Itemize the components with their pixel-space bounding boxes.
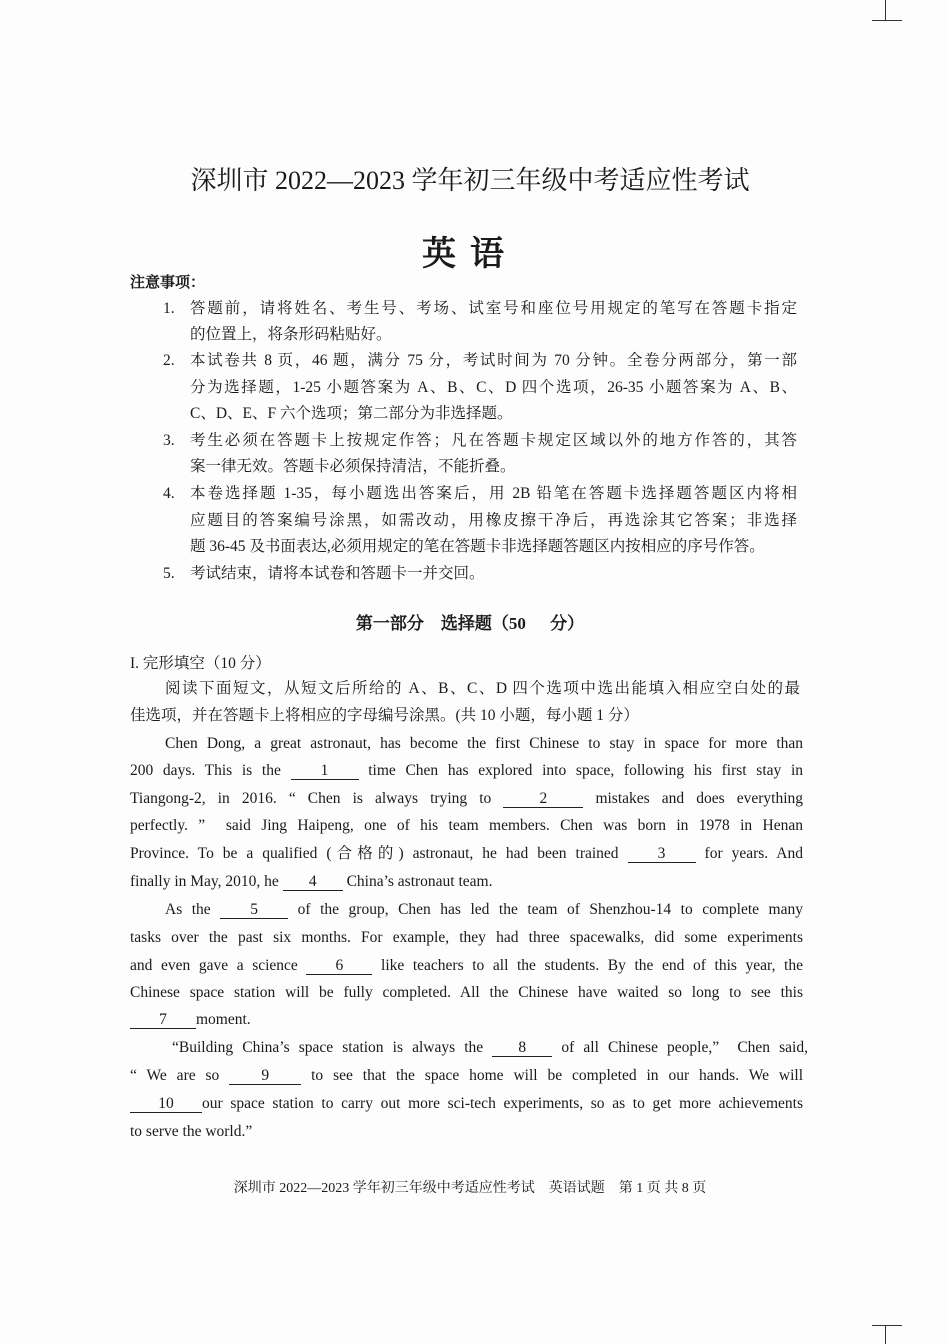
notice-item-line: 案一律无效。答题卡必须保持清洁，不能折叠。	[190, 458, 516, 475]
notice-item-number: 5.	[163, 565, 175, 582]
passage-text: China’s astronaut team.	[342, 873, 493, 890]
blank-9: 9	[229, 1067, 301, 1085]
passage-text: As the	[165, 901, 221, 918]
passage-text: to serve the world.”	[130, 1123, 253, 1140]
subject-title: 英语	[422, 236, 518, 273]
passage-line	[130, 983, 803, 1003]
passage-text: moment.	[196, 1011, 251, 1028]
passage-text: like teachers to all the students. By the end of this year, the	[372, 957, 803, 974]
notice-item-line: 本试卷共 8 页，46 题，满分 75 分，考试时间为 70 分钟。全卷分两部分，第一部	[190, 352, 797, 369]
passage-line	[165, 734, 803, 754]
passage-text: time Chen has explored into space, following his first stay in	[358, 762, 804, 779]
passage-line	[130, 956, 803, 976]
passage-text: Tiangong-2, in 2016. “ Chen is always trying to	[130, 790, 504, 807]
passage-line	[130, 1010, 251, 1030]
notice-heading: 注意事项：	[130, 275, 206, 291]
crop-mark	[885, 0, 886, 20]
notice-item-line: 应题目的答案编号涂黑，如需改动，用橡皮擦干净后，再选涂其它答案；非选择	[190, 512, 797, 529]
section-heading: 第一部分 选择题（50 分）	[355, 614, 585, 633]
blank-6: 6	[306, 957, 372, 975]
passage-text: Chen Dong, a great astronaut, has become the first Chinese to stay in space for more than	[165, 735, 803, 752]
passage-text: of all Chinese people,” Chen said,	[552, 1039, 808, 1056]
instruction-line: 佳选项，并在答题卡上将相应的字母编号涂黑。(共 10 小题，每小题 1 分）	[130, 707, 639, 724]
passage-text: perfectly. ” said Jing Haipeng, one of his team members. Chen was born in 1978 in Henan	[130, 817, 803, 834]
passage-line	[130, 844, 803, 864]
blank-1: 1	[291, 762, 359, 780]
exam-title: 深圳市 2022—2023 学年初三年级中考适应性考试	[190, 166, 750, 195]
notice-item-number: 3.	[163, 432, 175, 449]
blank-5: 5	[220, 901, 288, 919]
notice-item-number: 4.	[163, 485, 175, 502]
passage-line	[130, 1094, 803, 1114]
blank-4: 4	[283, 873, 343, 891]
crop-mark	[885, 1325, 886, 1344]
passage-text: for years. And	[695, 845, 803, 862]
notice-item-number: 1.	[163, 300, 175, 317]
passage-text: Province. To be a qualified (合格的) astronaut, he had been trained	[130, 845, 628, 862]
passage-line	[130, 816, 803, 836]
passage-line	[172, 1038, 808, 1058]
passage-line	[130, 789, 803, 809]
notice-item-line: C、D、E、F 六个选项；第二部分为非选择题。	[190, 405, 513, 422]
crop-mark	[872, 1325, 902, 1326]
part-heading: I. 完形填空（10 分）	[130, 655, 271, 672]
blank-8: 8	[492, 1039, 552, 1057]
passage-text: of the group, Chen has led the team of Shenzhou-14 to complete many	[288, 901, 803, 918]
passage-line	[130, 1066, 803, 1086]
passage-text: our space station to carry out more sci-tech experiments, so as to get more achievements	[202, 1095, 803, 1112]
blank-7: 7	[130, 1011, 196, 1029]
passage-text: and even gave a science	[130, 957, 307, 974]
passage-text: finally in May, 2010, he	[130, 873, 283, 890]
crop-mark	[872, 20, 902, 21]
passage-line	[130, 928, 803, 948]
passage-text: “Building China’s space station is always the	[172, 1039, 493, 1056]
blank-10: 10	[130, 1095, 202, 1113]
blank-3: 3	[628, 845, 696, 863]
passage-text: 200 days. This is the	[130, 762, 291, 779]
passage-line	[165, 900, 803, 920]
notice-item-number: 2.	[163, 352, 175, 369]
passage-text: to see that the space home will be completed in our hands. We will	[301, 1067, 803, 1084]
notice-item-line: 的位置上，将条形码粘贴好。	[190, 326, 392, 343]
notice-item-line: 考生必须在答题卡上按规定作答；凡在答题卡规定区域以外的地方作答的，其答	[190, 432, 797, 449]
notice-item-line: 考试结束，请将本试卷和答题卡一并交回。	[190, 565, 485, 582]
passage-line	[130, 1122, 252, 1142]
notice-item-line: 本卷选择题 1-35，每小题选出答案后，用 2B 铅笔在答题卡选择题答题区内将相	[190, 485, 797, 502]
passage-text: mistakes and does everything	[583, 790, 803, 807]
passage-text: tasks over the past six months. For example, they had three spacewalks, did some experiments	[130, 929, 803, 946]
passage-text: “ We are so	[130, 1067, 230, 1084]
passage-text: Chinese space station will be fully completed. All the Chinese have waited so long to see this	[130, 984, 803, 1001]
notice-item-line: 答题前，请将姓名、考生号、考场、试室号和座位号用规定的笔写在答题卡指定	[190, 300, 797, 317]
page-footer: 深圳市 2022—2023 学年初三年级中考适应性考试 英语试题 第 1 页 共 8 页	[233, 1181, 707, 1196]
notice-item-line: 分为选择题，1-25 小题答案为 A、B、C、D 四个选项，26-35 小题答案为 A、B、	[190, 379, 797, 396]
notice-item-line: 题 36-45 及书面表达,必须用规定的笔在答题卡非选择题答题区内按相应的序号作答。	[190, 538, 765, 555]
passage-line	[130, 761, 803, 781]
passage-line	[130, 872, 493, 892]
instruction-line: 阅读下面短文，从短文后所给的 A、B、C、D 四个选项中选出能填入相应空白处的最	[165, 680, 800, 697]
blank-2: 2	[503, 790, 583, 808]
